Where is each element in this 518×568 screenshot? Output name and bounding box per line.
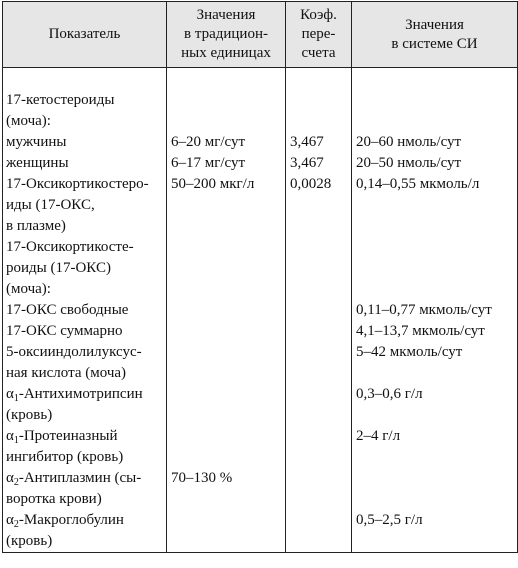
traditional-value-cell-text	[171, 342, 282, 363]
table-body	[3, 68, 518, 553]
indicator-name-line: (моча):	[6, 281, 51, 297]
table-row	[3, 468, 518, 510]
header-si-line: Значения	[405, 16, 464, 33]
si-value-cell-text: 0,3–0,6 г/л	[356, 386, 423, 402]
header-traditional-line: в традицион-	[184, 26, 268, 42]
si-value-cell-text: 5–42 мкмоль/сут	[356, 344, 463, 360]
alpha-subscript: 1	[13, 393, 19, 404]
si-value-cell	[352, 384, 518, 426]
si-value-cell-text: 20–60 нмоль/сут	[356, 134, 462, 150]
indicator-name-line: иды (17-ОКС,	[6, 197, 95, 213]
table-row	[3, 510, 518, 553]
header-traditional-line: ных единицах	[181, 45, 271, 61]
traditional-value-cell-text: 50–200 мкг/л	[171, 176, 255, 192]
conversion-factor-cell	[286, 90, 352, 132]
indicator-name-line: 17-Оксикортикостеро-	[6, 176, 149, 192]
si-value-cell	[352, 132, 518, 153]
si-value-cell	[352, 342, 518, 384]
indicator-name-line: 17-ОКС свободные	[6, 302, 129, 318]
header-indicator	[3, 2, 167, 68]
header-coef-line: счета	[301, 45, 336, 61]
indicator-cell	[3, 237, 167, 300]
header-conversion-factor	[286, 2, 352, 68]
conversion-factor-cell	[286, 321, 352, 342]
indicator-cell	[3, 384, 167, 426]
si-value-cell	[352, 426, 518, 468]
alpha-symbol: α	[6, 512, 14, 528]
si-value-cell-text: 0,5–2,5 г/л	[356, 512, 423, 528]
conversion-factor-cell-text: 3,467	[290, 155, 324, 171]
indicator-name-line	[6, 426, 163, 447]
conversion-factor-cell	[286, 426, 352, 468]
traditional-value-cell-text	[171, 510, 282, 531]
indicator-cell	[3, 342, 167, 384]
indicator-name-line	[6, 510, 163, 531]
si-value-cell-text	[356, 90, 514, 111]
table-row	[3, 132, 518, 153]
conversion-factor-cell	[286, 510, 352, 553]
traditional-value-cell-text: 70–130 %	[171, 470, 233, 486]
indicator-name-line: 17-ОКС суммарно	[6, 323, 123, 339]
traditional-value-cell	[167, 300, 286, 321]
indicator-name-line: 17-кетостероиды	[6, 92, 115, 108]
conversion-factor-cell-text	[290, 237, 348, 258]
si-value-cell	[352, 510, 518, 553]
indicator-cell	[3, 90, 167, 132]
header-coef-line: Коэф.	[300, 7, 337, 23]
traditional-value-cell	[167, 426, 286, 468]
si-value-cell-text: 2–4 г/л	[356, 428, 401, 444]
indicator-cell	[3, 153, 167, 174]
conversion-factor-cell-text	[290, 510, 348, 531]
conversion-factor-cell	[286, 384, 352, 426]
table-row	[3, 384, 518, 426]
table-row	[3, 153, 518, 174]
header-traditional-line: Значения	[196, 7, 256, 23]
si-value-cell-text	[356, 237, 514, 258]
indicator-name-line: мужчины	[6, 134, 67, 150]
conversion-factor-cell-text	[290, 384, 348, 405]
conversion-factor-cell-text	[290, 468, 348, 489]
indicator-name-line: воротка крови)	[6, 491, 102, 507]
alpha-subscript: 2	[13, 477, 19, 488]
traditional-value-cell-text: 6–17 мг/сут	[171, 155, 246, 171]
conversion-factor-cell-text	[290, 90, 348, 111]
indicator-name-line: (кровь)	[6, 533, 53, 549]
alpha-symbol: α	[6, 428, 14, 444]
traditional-value-cell	[167, 174, 286, 237]
traditional-value-cell-text	[171, 321, 282, 342]
indicator-name-line	[6, 384, 163, 405]
indicator-cell	[3, 468, 167, 510]
conversion-factor-cell	[286, 174, 352, 237]
header-si-line: в системе СИ	[391, 35, 478, 52]
indicator-name-text: -Антихимотрипсин	[18, 386, 143, 402]
indicator-cell	[3, 426, 167, 468]
indicator-name-line: ингибитор (кровь)	[6, 449, 124, 465]
si-value-cell	[352, 174, 518, 237]
si-value-cell	[352, 468, 518, 510]
traditional-value-cell	[167, 321, 286, 342]
traditional-value-cell	[167, 384, 286, 426]
conversion-factor-cell	[286, 237, 352, 300]
traditional-value-cell	[167, 132, 286, 153]
indicator-name-line: женщины	[6, 155, 69, 171]
table-row	[3, 342, 518, 384]
traditional-value-cell	[167, 90, 286, 132]
indicator-name-line: роиды (17-ОКС)	[6, 260, 111, 276]
indicator-name-line: 5-оксииндолилуксус-	[6, 344, 142, 360]
conversion-factor-cell-text	[290, 426, 348, 447]
table-row	[3, 300, 518, 321]
indicator-name-line: 17-Оксикортикосте-	[6, 239, 134, 255]
traditional-value-cell-text	[171, 300, 282, 321]
table-row	[3, 90, 518, 132]
traditional-value-cell	[167, 510, 286, 553]
indicator-cell	[3, 132, 167, 153]
traditional-value-cell-text	[171, 426, 282, 447]
si-value-cell-text	[356, 468, 514, 489]
indicator-name-text: -Антиплазмин (сы-	[18, 470, 142, 486]
alpha-symbol: α	[6, 470, 14, 486]
si-value-cell-text: 20–50 нмоль/сут	[356, 155, 462, 171]
indicator-name-line	[6, 468, 163, 489]
conversion-factor-cell	[286, 300, 352, 321]
traditional-value-cell	[167, 468, 286, 510]
si-value-cell	[352, 90, 518, 132]
indicator-name-line: (моча):	[6, 113, 51, 129]
traditional-value-cell-text	[171, 90, 282, 111]
traditional-value-cell-text	[171, 237, 282, 258]
traditional-value-cell	[167, 153, 286, 174]
indicator-name-line: (кровь)	[6, 407, 53, 423]
si-value-cell	[352, 321, 518, 342]
si-value-cell	[352, 300, 518, 321]
table-row	[3, 237, 518, 300]
si-value-cell	[352, 237, 518, 300]
table-row	[3, 426, 518, 468]
indicator-cell	[3, 300, 167, 321]
alpha-subscript: 2	[13, 519, 19, 530]
indicator-name-text: -Протеиназный	[18, 428, 118, 444]
table-spacer-row	[3, 68, 518, 91]
conversion-factor-cell	[286, 132, 352, 153]
reference-values-table	[2, 1, 518, 553]
indicator-name-line: в плазме)	[6, 218, 66, 234]
header-traditional-units	[167, 2, 286, 68]
si-value-cell-text: 0,14–0,55 мкмоль/л	[356, 176, 480, 192]
table-header	[3, 2, 518, 68]
conversion-factor-cell-text	[290, 321, 348, 342]
indicator-name-line: ная кислота (моча)	[6, 365, 127, 381]
indicator-cell	[3, 510, 167, 553]
traditional-value-cell	[167, 237, 286, 300]
indicator-cell	[3, 174, 167, 237]
header-indicator-label: Показатель	[48, 26, 121, 42]
alpha-symbol: α	[6, 386, 14, 402]
indicator-cell	[3, 321, 167, 342]
traditional-value-cell-text	[171, 384, 282, 405]
conversion-factor-cell-text	[290, 300, 348, 321]
traditional-value-cell-text: 6–20 мг/сут	[171, 134, 246, 150]
table-row	[3, 321, 518, 342]
conversion-factor-cell-text: 0,0028	[290, 176, 332, 192]
conversion-factor-cell-text: 3,467	[290, 134, 324, 150]
alpha-subscript: 1	[13, 435, 19, 446]
header-coef-line: пере-	[301, 26, 336, 42]
si-value-cell-text: 4,1–13,7 мкмоль/сут	[356, 323, 485, 339]
conversion-factor-cell	[286, 468, 352, 510]
traditional-value-cell	[167, 342, 286, 384]
conversion-factor-cell	[286, 342, 352, 384]
header-si-units	[352, 2, 518, 68]
indicator-name-text: -Макроглобулин	[18, 512, 124, 528]
conversion-factor-cell-text	[290, 342, 348, 363]
si-value-cell-text: 0,11–0,77 мкмоль/сут	[356, 302, 492, 318]
table-row	[3, 174, 518, 237]
conversion-factor-cell	[286, 153, 352, 174]
si-value-cell	[352, 153, 518, 174]
